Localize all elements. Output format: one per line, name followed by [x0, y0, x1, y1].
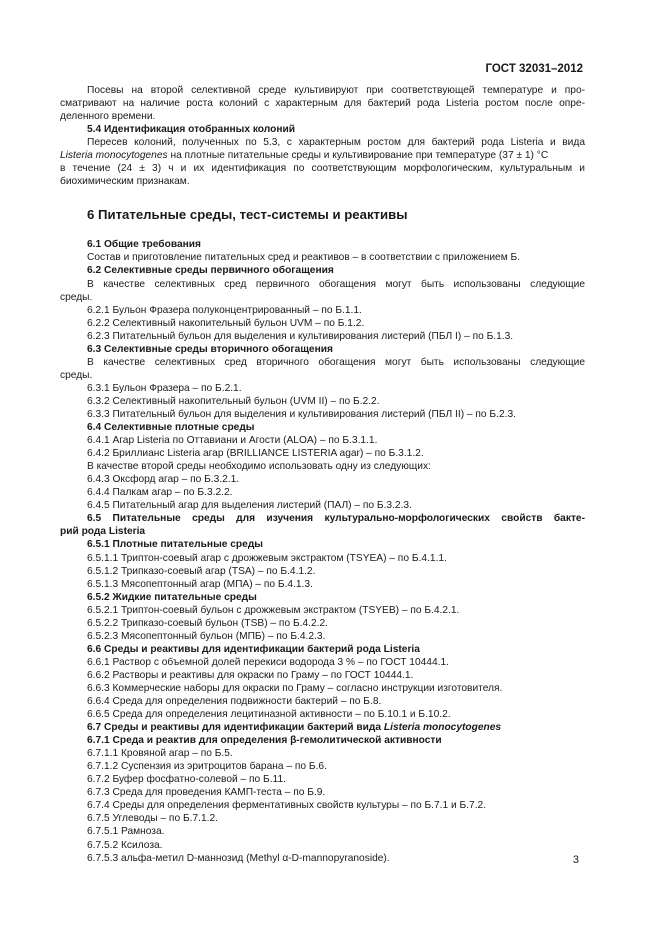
subsection-title-6-7	[60, 721, 585, 734]
text-fragment: на плотные питательные среды и культивирование при температуре (37 ± 1) °С	[167, 150, 549, 162]
list-item: 6.5.1.2 Трипказо-соевый агар (TSA) – по Б.4.1.2.	[87, 565, 316, 577]
list-item: 6.6.4 Среда для определения подвижности бактерий – по Б.8.	[87, 696, 382, 708]
page-number: 3	[572, 854, 579, 866]
text-line: среды.	[60, 369, 93, 381]
text-line: биохимическим признакам.	[60, 176, 190, 188]
list-item: 6.3.2 Селективный накопительный бульон (UVM II) – по Б.2.2.	[87, 395, 380, 407]
list-item: 6.4.4 Палкам агар – по Б.3.2.2.	[87, 487, 233, 499]
text-line: среды.	[60, 291, 93, 303]
subsection-title-6-5-1: 6.5.1 Плотные питательные среды	[87, 539, 263, 551]
list-item: 6.5.1.1 Триптон-соевый агар с дрожжевым экстрактом (TSYEA) – по Б.4.1.1.	[87, 552, 447, 564]
list-item: 6.3.3 Питательный бульон для выделения и культивирования листерий (ПБЛ II) – по Б.2.3.	[87, 408, 516, 420]
subsection-title-6-6: 6.6 Среды и реактивы для идентификации бактерий рода Listeria	[87, 643, 420, 655]
list-item: 6.4.5 Питательный агар для выделения листерий (ПАЛ) – по Б.3.2.3.	[87, 500, 412, 512]
subsection-title-6-5: 6.5 Питательные среды для изучения культурально-морфологических свойств бакте-	[87, 513, 585, 525]
list-item: 6.6.1 Раствор с объемной долей перекиси водорода 3 % – по ГОСТ 10444.1.	[87, 656, 449, 668]
list-item: 6.5.1.3 Мясопептонный агар (МПА) – по Б.4.1.3.	[87, 578, 313, 590]
text-line: Посевы на второй селективной среде культивируют при соответствующей температуре и про-	[87, 85, 585, 96]
list-item: 6.4.1 Агар Listeria по Оттавиани и Агости (ALOA) – по Б.3.1.1.	[87, 435, 378, 447]
list-item: 6.6.5 Среда для определения лецитиназной активности – по Б.10.1 и Б.10.2.	[87, 709, 451, 721]
subsection-title-6-5-cont: рий рода Listeria	[60, 526, 146, 538]
subsection-title-6-3: 6.3 Селективные среды вторичного обогащения	[87, 343, 333, 355]
subsection-title-6-7-1: 6.7.1 Среда и реактив для определения β-гемолитической активности	[87, 735, 442, 747]
text-line	[60, 149, 585, 162]
section-title-6: 6 Питательные среды, тест-системы и реактивы	[87, 207, 408, 223]
subsection-title-6-1: 6.1 Общие требования	[87, 239, 201, 251]
list-item: 6.4.3 Оксфорд агар – по Б.3.2.1.	[87, 474, 240, 486]
document-code: ГОСТ 32031–2012	[485, 63, 583, 75]
list-item: 6.2.2 Селективный накопительный бульон UVM – по Б.1.2.	[87, 317, 365, 329]
text-line: Пересев колоний, полученных по 5.3, с характерным ростом для бактерий рода Listeria и вида	[87, 137, 585, 149]
text-line: сматривают на наличие роста колоний с характерным для бактерий рода Listeria ростом после опре-	[60, 98, 585, 110]
text-line: Состав и приготовление питательных сред и реактивов – в соответствии с приложением Б.	[87, 252, 521, 264]
paragraph-cultivation	[60, 84, 585, 123]
text-line: В качестве второй среды необходимо использовать одну из следующих:	[87, 461, 431, 473]
list-item: 6.7.5.2 Ксилоза.	[87, 839, 163, 851]
species-name: Listeria monocytogenes	[60, 150, 168, 162]
list-item: 6.7.3 Среда для проведения КАМП-теста – по Б.9.	[87, 787, 326, 799]
subsection-title-6-2: 6.2 Селективные среды первичного обогащения	[87, 265, 334, 277]
text-line: В качестве селективных сред вторичного обогащения могут быть использованы следующие	[87, 356, 585, 368]
text-line: деленного времени.	[60, 111, 156, 123]
list-item: 6.7.1.1 Кровяной агар – по Б.5.	[87, 748, 233, 760]
list-item: 6.7.1.2 Суспензия из эритроцитов барана – по Б.6.	[87, 761, 327, 773]
list-item: 6.5.2.1 Триптон-соевый бульон с дрожжевым экстрактом (TSYEB) – по Б.4.2.1.	[87, 604, 460, 616]
text-line: в течение (24 ± 3) ч и их идентификация по соответствующим морфологическим, культуральным и	[60, 163, 585, 175]
subsection-title-6-5-2: 6.5.2 Жидкие питательные среды	[87, 591, 257, 603]
list-item: 6.4.2 Бриллианс Listeria агар (BRILLIANCE LISTERIA agar) – по Б.3.1.2.	[87, 448, 424, 460]
subsection-title-6-4: 6.4 Селективные плотные среды	[87, 422, 255, 434]
text-line: В качестве селективных сред первичного обогащения могут быть использованы следующие	[87, 278, 585, 290]
list-item: 6.6.2 Растворы и реактивы для окраски по Граму – по ГОСТ 10444.1.	[87, 669, 414, 681]
list-item: 6.2.1 Бульон Фразера полуконцентрированный – по Б.1.1.	[87, 304, 362, 316]
title-fragment: 6.7 Среды и реактивы для идентификации бактерий вида	[87, 722, 384, 734]
list-item: 6.7.4 Среды для определения ферментативных свойств культуры – по Б.7.1 и Б.7.2.	[87, 800, 487, 812]
list-item: 6.7.5.3 альфа-метил D-маннозид (Methyl α-D-mannopyranoside).	[87, 852, 390, 864]
list-item: 6.7.5.1 Рамноза.	[87, 826, 165, 838]
list-item: 6.5.2.2 Трипказо-соевый бульон (TSB) – по Б.4.2.2.	[87, 617, 328, 629]
page-content	[60, 84, 585, 865]
species-name: Listeria monocytogenes	[383, 722, 502, 734]
subsection-title-5-4: 5.4 Идентификация отобранных колоний	[87, 124, 295, 136]
list-item: 6.2.3 Питательный бульон для выделения и культивирования листерий (ПБЛ I) – по Б.1.3.	[87, 330, 514, 342]
list-item: 6.7.5 Углеводы – по Б.7.1.2.	[87, 813, 218, 825]
list-item: 6.5.2.3 Мясопептонный бульон (МПБ) – по Б.4.2.3.	[87, 630, 326, 642]
list-item: 6.3.1 Бульон Фразера – по Б.2.1.	[87, 382, 242, 394]
paragraph-identification	[60, 136, 585, 188]
list-item: 6.6.3 Коммерческие наборы для окраски по Граму – согласно инструкции изготовителя.	[87, 682, 503, 694]
list-item: 6.7.2 Буфер фосфатно-солевой – по Б.11.	[87, 774, 286, 786]
